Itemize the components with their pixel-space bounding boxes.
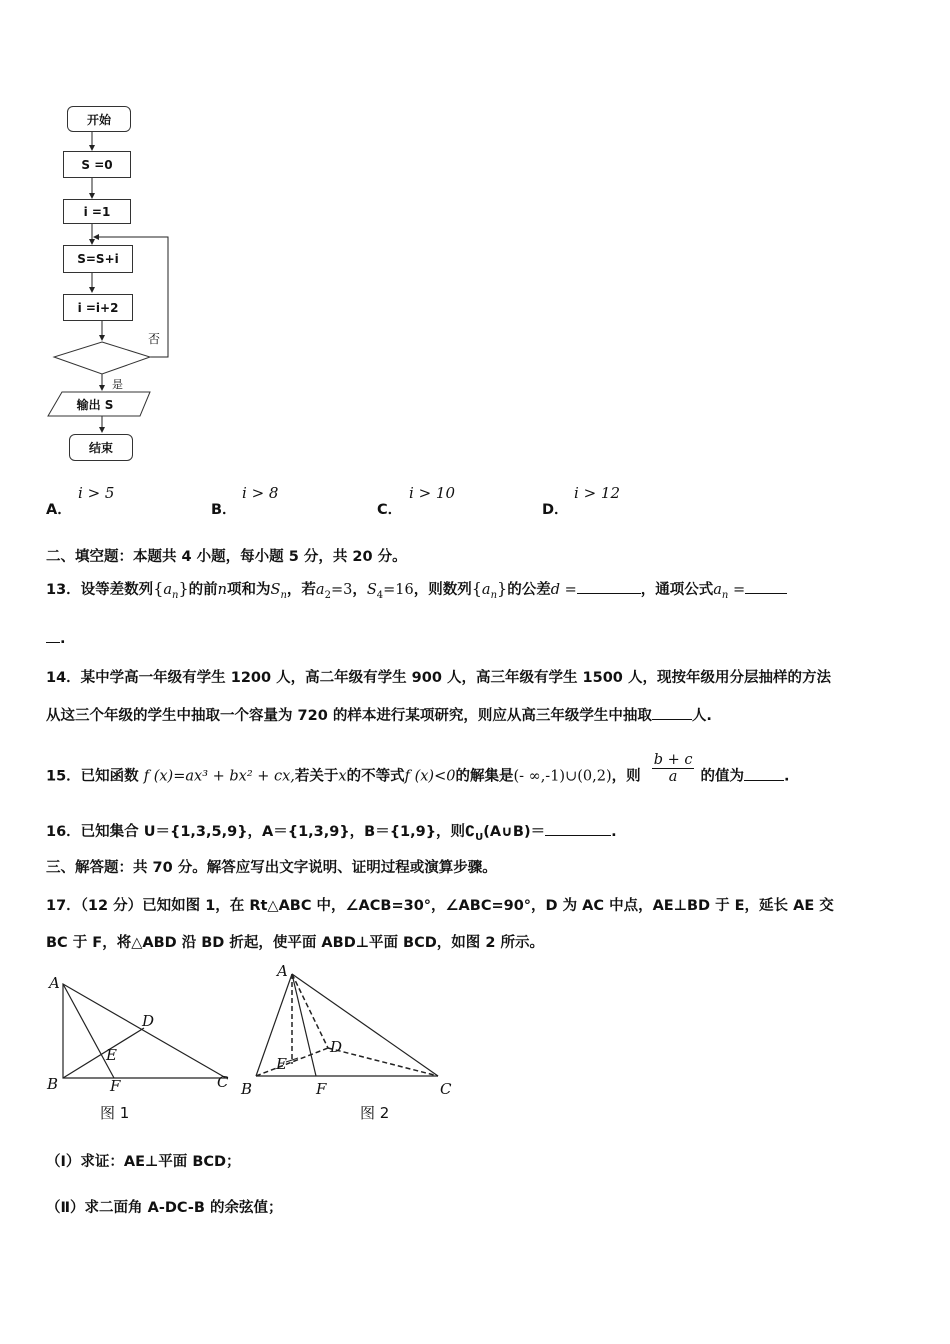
flowchart-s-update: S=S+i [63, 245, 133, 273]
figure-1-triangle [40, 970, 240, 1100]
q14-blank[interactable] [652, 707, 692, 720]
fig2-label-c: C [440, 1080, 452, 1098]
option-c-expr: i > 10 [409, 484, 455, 502]
question-13: 13．设等差数列$\{a_n\}$的前n项和为$S_n$，若$a_2=3$，$S_4=16$，则数列$\{a_n\}$的公差d = ，通项公式$a_n$ = [46, 578, 787, 601]
question-14-line2: 从这三个年级的学生中抽取一个容量为 720 的样本进行某项研究，则应从高三年级学生中抽取 人. [46, 708, 712, 724]
flowchart-start: 开始 [67, 106, 131, 132]
q13-blank-an[interactable] [745, 581, 787, 594]
section-2-heading: 二、填空题：本题共 4 小题，每小题 5 分，共 20 分。 [46, 549, 407, 565]
option-b-letter: B． [211, 502, 237, 518]
flowchart-i1: i =1 [63, 199, 131, 224]
q15-blank[interactable] [744, 768, 784, 781]
figure-2-pyramid [240, 962, 460, 1092]
option-d-letter: D． [542, 502, 569, 518]
q13-blank-d[interactable] [577, 581, 641, 594]
question-17-line1: 17．（12 分）已知如图 1，在 Rt△ABC 中，∠ACB=30°，∠ABC=90°，D 为 AC 中点，AE⊥BD 于 E，延长 AE 交 [46, 898, 834, 914]
fig1-caption: 图 1 [100, 1104, 130, 1122]
question-17-part-1: （Ⅰ）求证：AE⊥平面 BCD； [46, 1154, 241, 1170]
flowchart-i-update: i =i+2 [63, 294, 133, 321]
option-b-expr: i > 8 [242, 484, 279, 502]
fig1-label-d: D [142, 1012, 155, 1030]
fig1-label-a: A [49, 974, 60, 992]
flowchart-no-label: 否 [148, 332, 161, 346]
fig1-label-c: C [217, 1073, 229, 1091]
question-16: 16．已知集合 U＝{1,3,5,9}，A＝{1,3,9}，B＝{1,9}，则$∁_U(A\cup B)=$ . [46, 824, 617, 843]
fig2-label-d: D [330, 1038, 343, 1056]
fig2-label-e: E [276, 1055, 287, 1073]
flowchart-end: 结束 [69, 434, 133, 461]
fig2-label-f: F [316, 1080, 327, 1098]
option-a-expr: i > 5 [78, 484, 115, 502]
q13-text-1: 13．设等差数列 [46, 582, 154, 598]
q16-blank[interactable] [545, 823, 611, 836]
q13-continuation: . [46, 630, 66, 647]
flowchart-yes-label: 是 [112, 378, 123, 391]
fig2-label-b: B [241, 1080, 253, 1098]
option-a-letter: A． [46, 502, 72, 518]
fig2-label-a: A [277, 962, 288, 980]
option-c-letter: C． [377, 502, 403, 518]
q15-function: f (x)=ax³ + bx² + cx, [143, 768, 295, 785]
flowchart-s0: S =0 [63, 151, 131, 178]
fig1-label-f: F [110, 1077, 121, 1095]
question-14-line1: 14．某中学高一年级有学生 1200 人，高二年级有学生 900 人，高三年级有学生 1500 人，现按年级用分层抽样的方法 [46, 670, 831, 686]
question-15: 15．已知函数 f (x)=ax³ + bx² + cx,若关于x的不等式f (x)<0的解集是(- ∞,-1)∪(0,2)，则 $\frac{b + c}{a}$ 的值为 . [46, 752, 790, 785]
q15-fraction: $\frac{b + c}{a}$ [653, 752, 693, 785]
section-3-heading: 三、解答题：共 70 分。解答应写出文字说明、证明过程或演算步骤。 [46, 860, 497, 876]
option-d-expr: i > 12 [574, 484, 620, 502]
question-17-line2: BC 于 F，将△ABD 沿 BD 折起，使平面 ABD⊥平面 BCD，如图 2 所示。 [46, 935, 544, 951]
fig1-label-e: E [106, 1046, 117, 1064]
question-17-part-2: （Ⅱ）求二面角 A-DC-B 的余弦值； [46, 1200, 283, 1216]
condition-diamond [54, 342, 150, 374]
fig2-caption: 图 2 [360, 1104, 390, 1122]
fig1-label-b: B [47, 1075, 59, 1093]
flowchart-output: 输出 S [76, 398, 114, 412]
q13-blank-an-cont[interactable] [46, 630, 60, 643]
q13-seq-a: a [163, 582, 173, 598]
